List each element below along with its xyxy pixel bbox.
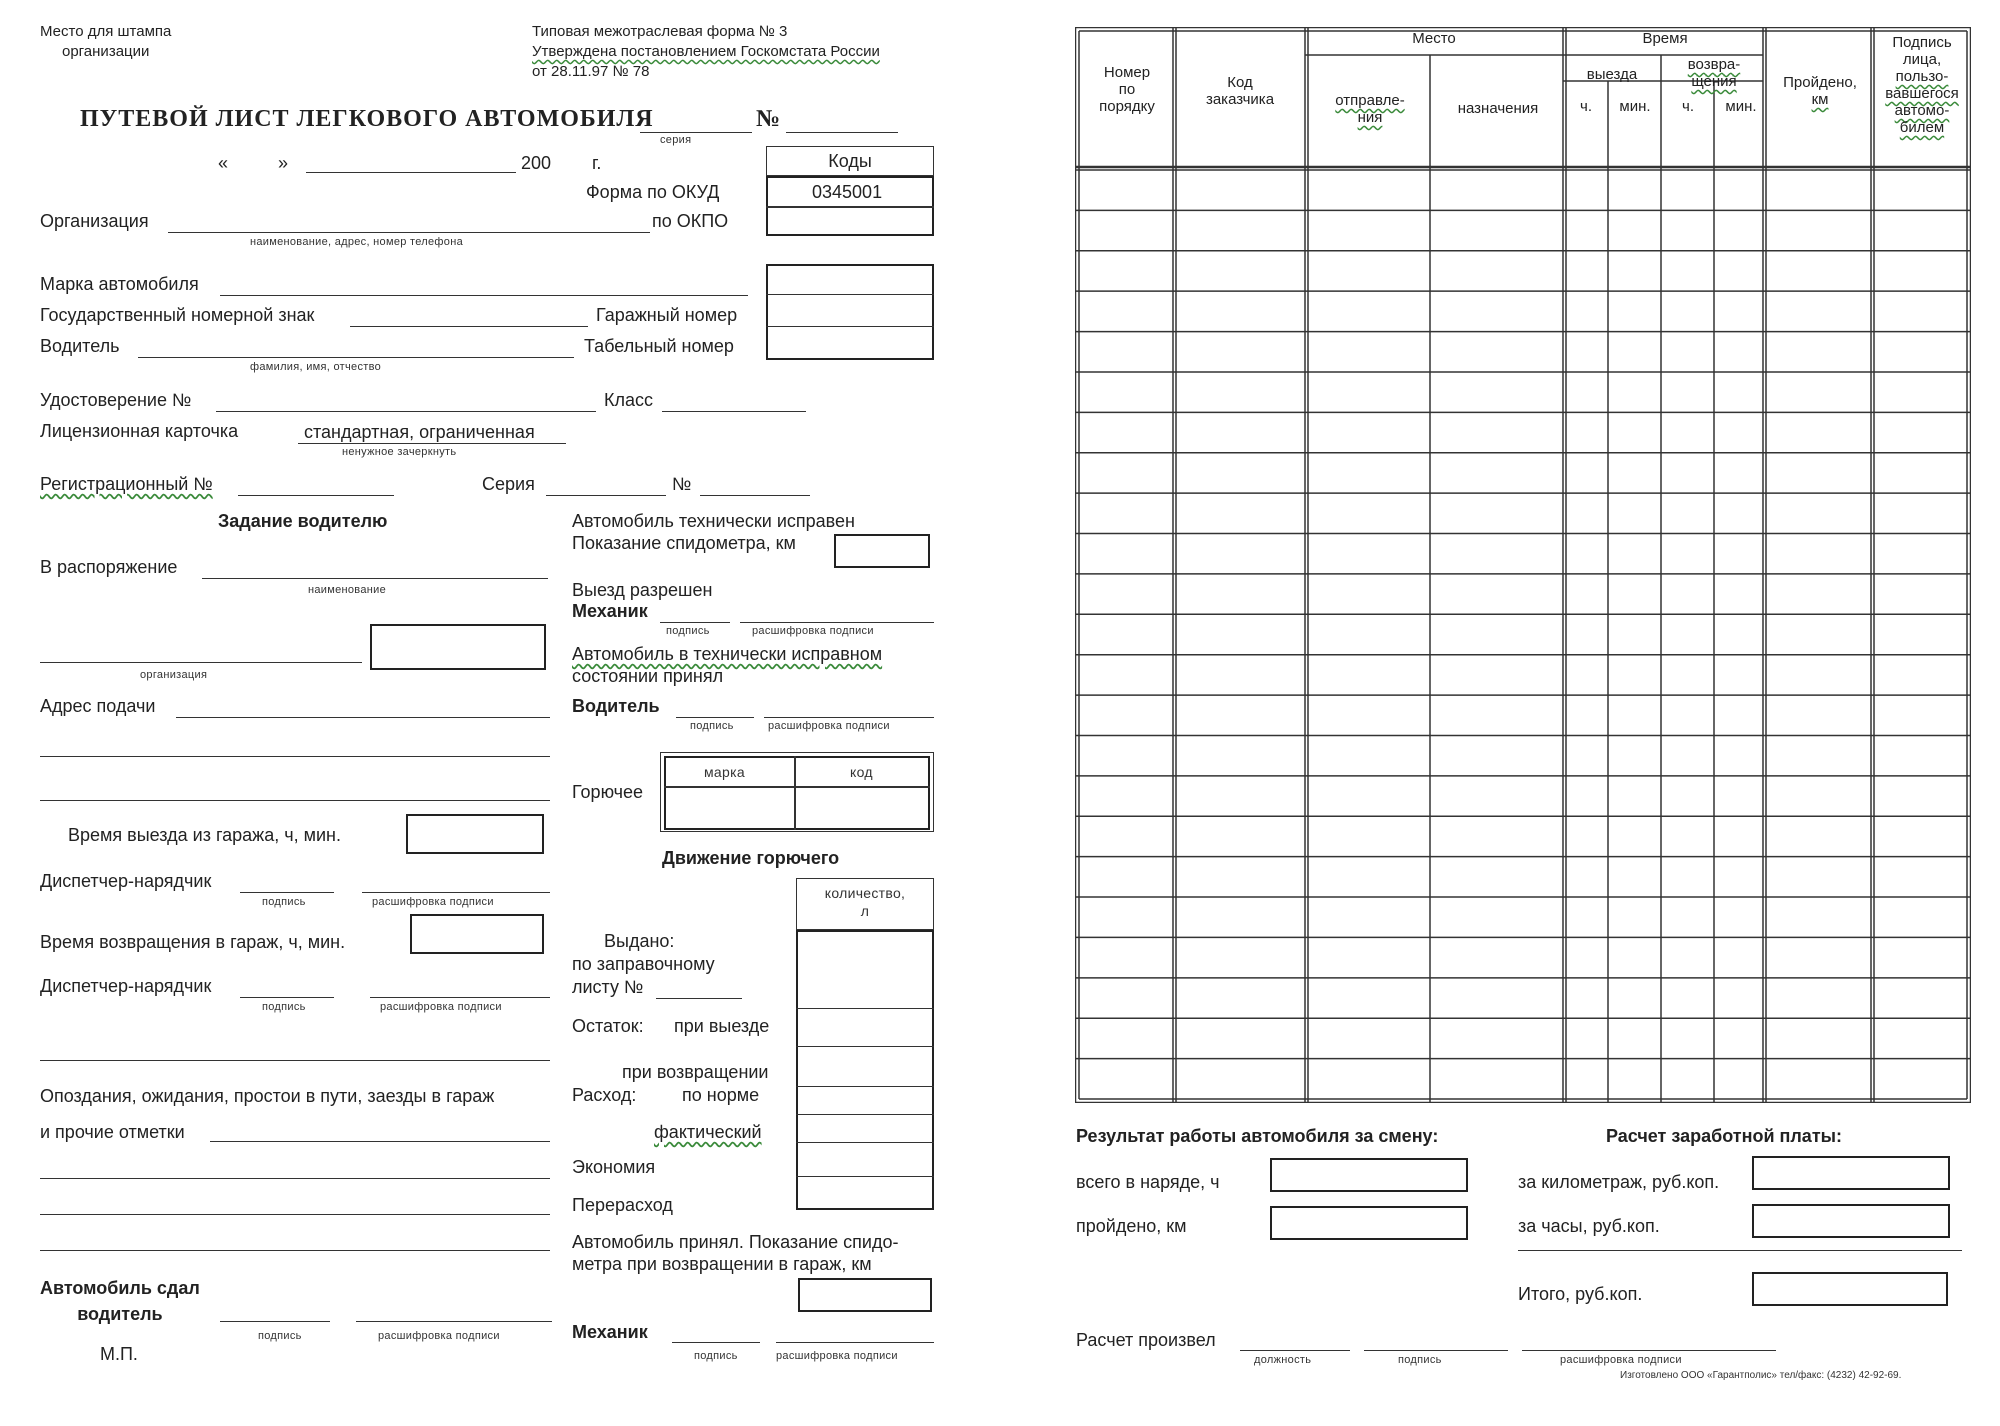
per-km-box[interactable] <box>1752 1156 1950 1190</box>
driver-decode-caption: расшифровка подписи <box>768 720 890 732</box>
mechanic-label-1: Механик <box>572 601 648 621</box>
dispatcher-label-1: Диспетчер-нарядчик <box>40 871 212 891</box>
delays-label-2: и прочие отметки <box>40 1122 185 1142</box>
dispatcher-sign-caption-2: подпись <box>262 1001 306 1013</box>
issued-label <box>572 930 715 999</box>
col-number-header <box>1080 64 1174 115</box>
accepted-line2: состоянии принял <box>572 666 724 686</box>
sig-h6: билем <box>1899 119 1945 136</box>
quantity-column <box>796 930 934 1210</box>
actual-label: фактический <box>654 1122 762 1142</box>
registration-line[interactable] <box>238 495 394 496</box>
sig-h5: автомо- <box>1894 102 1950 119</box>
quantity-text: количество, <box>824 885 906 901</box>
at-exit-label: при выезде <box>674 1016 770 1036</box>
organization-caption: наименование, адрес, номер телефона <box>250 236 463 248</box>
dispatcher-decode-caption-1: расшифровка подписи <box>372 896 494 908</box>
issued-line3: листу № <box>572 977 644 997</box>
form-line2: Утверждена постановлением Госкомстата России <box>532 43 880 60</box>
col-number-h3: порядку <box>1099 98 1155 115</box>
return-h1: возвра- <box>1687 56 1741 73</box>
exit-allowed-label: Выезд разрешен <box>572 580 713 600</box>
exit-hours-header: ч. <box>1580 98 1592 115</box>
date-month-line[interactable] <box>306 172 516 173</box>
return-minutes-header: мин. <box>1725 98 1757 115</box>
fuel-label: Горючее <box>572 782 644 802</box>
total-box[interactable] <box>1752 1272 1948 1306</box>
destination-header: назначения <box>1457 100 1539 117</box>
address-line-3[interactable] <box>40 800 550 801</box>
route-table <box>1075 27 1971 1103</box>
distance-label: пройдено, км <box>1076 1216 1187 1236</box>
return-odometer-box[interactable] <box>798 1278 932 1312</box>
issued-line2: по заправочному <box>572 954 715 974</box>
fuel-movement-title: Движение горючего <box>662 848 840 868</box>
odometer-box[interactable] <box>834 534 930 568</box>
quantity-caption <box>796 884 934 920</box>
organization-line-2[interactable] <box>40 662 362 663</box>
plate-line[interactable] <box>350 326 588 327</box>
plate-label: Государственный номерной знак <box>40 305 315 325</box>
accepted-label <box>572 643 882 687</box>
total-label: Итого, руб.коп. <box>1518 1284 1643 1304</box>
delays-label-1: Опоздания, ожидания, простои в пути, заезды в гараж <box>40 1086 495 1106</box>
organization-code-box[interactable] <box>370 624 546 670</box>
mechanic-label-2: Механик <box>572 1322 648 1342</box>
reg-number-line[interactable] <box>700 495 810 496</box>
okpo-label: по ОКПО <box>652 211 729 231</box>
col-number-h2: по <box>1118 81 1136 98</box>
form-line3: от 28.11.97 № 78 <box>532 63 650 80</box>
class-label: Класс <box>604 390 653 410</box>
salary-title: Расчет заработной платы: <box>1606 1126 1843 1146</box>
col-customer-header <box>1178 74 1302 108</box>
delays-line-2[interactable] <box>40 1178 550 1179</box>
form-line1: Типовая межотраслевая форма № 3 <box>532 23 788 40</box>
distance-h1: Пройдено, <box>1783 74 1857 91</box>
handed-over-label <box>40 1275 200 1327</box>
okud-value: 0345001 <box>812 182 883 202</box>
series-caption: серия <box>660 134 692 146</box>
mechanic-decode-caption-1: расшифровка подписи <box>752 625 874 637</box>
quantity-unit: л <box>860 903 870 919</box>
fuel-code-caption: код <box>850 764 873 780</box>
license-line[interactable] <box>216 411 596 412</box>
fuel-sheet-number-line[interactable] <box>656 998 742 999</box>
tab-number-label: Табельный номер <box>584 336 734 356</box>
mechanic-sign-caption-2: подпись <box>694 1350 738 1362</box>
time-header: Время <box>1642 30 1688 47</box>
return-h2: щения <box>1691 73 1737 90</box>
seal-label: М.П. <box>100 1344 138 1364</box>
depart-time-box[interactable] <box>406 814 544 854</box>
fuel-brand-caption: марка <box>704 764 745 780</box>
number-line[interactable] <box>786 132 898 133</box>
handed-line1: Автомобиль сдал <box>40 1278 200 1298</box>
address-line-2[interactable] <box>40 756 550 757</box>
return-time-label: Время возвращения в гараж, ч, мин. <box>40 932 346 952</box>
delays-line-1[interactable] <box>210 1141 550 1142</box>
handed-decode-caption: расшифровка подписи <box>378 1330 500 1342</box>
return-line2: метра при возвращении в гараж, км <box>572 1254 872 1274</box>
series-input-line[interactable] <box>546 495 666 496</box>
class-line[interactable] <box>662 411 806 412</box>
car-brand-line[interactable] <box>220 295 748 296</box>
stamp-placeholder <box>40 22 171 62</box>
signature-header <box>1874 34 1970 136</box>
col-customer-h1: Код <box>1227 74 1253 91</box>
date-open-quote: « <box>218 153 229 173</box>
place-header: Место <box>1412 30 1456 47</box>
stamp-line1: Место для штампа <box>40 23 172 40</box>
calc-by-label: Расчет произвел <box>1076 1330 1216 1350</box>
per-hours-box[interactable] <box>1752 1204 1950 1238</box>
results-title: Результат работы автомобиля за смену: <box>1076 1126 1439 1146</box>
depart-time-label: Время выезда из гаража, ч, мин. <box>68 825 341 845</box>
driver-sign-label: Водитель <box>572 696 660 716</box>
task-title: Задание водителю <box>218 511 388 531</box>
dispatcher-sign-caption-1: подпись <box>262 896 306 908</box>
driver-label: Водитель <box>40 336 120 356</box>
organization-sub-caption: организация <box>140 669 208 681</box>
return-odometer-label <box>572 1231 898 1275</box>
organization-label: Организация <box>40 211 149 231</box>
total-hours-label: всего в наряде, ч <box>1076 1172 1220 1192</box>
form-reference <box>532 22 880 82</box>
okud-label: Форма по ОКУД <box>586 182 720 202</box>
odometer-text: Показание спидометра, км <box>572 533 796 553</box>
overrun-label: Перерасход <box>572 1195 673 1215</box>
position-caption: должность <box>1254 1354 1312 1366</box>
remainder-label: Остаток: <box>572 1016 644 1036</box>
sig-h1: Подпись <box>1892 34 1952 51</box>
license-card-caption: ненужное зачеркнуть <box>342 446 457 458</box>
car-brand-label: Марка автомобиля <box>40 274 199 294</box>
distance-box[interactable] <box>1270 1206 1468 1240</box>
distance-h2: км <box>1811 91 1829 108</box>
series-line[interactable] <box>640 132 752 133</box>
driver-line[interactable] <box>138 357 574 358</box>
sig-h3: пользо- <box>1895 68 1949 85</box>
by-norm-label: по норме <box>682 1085 760 1105</box>
disposal-line[interactable] <box>202 578 548 579</box>
codes-header-cell <box>766 146 934 176</box>
license-card-label: Лицензионная карточка <box>40 421 239 441</box>
footer-imprint: Изготовлено ООО «Гарантполис» тел/факс: (4232) 42-92-69. <box>1620 1370 1902 1381</box>
calc-sign-caption: подпись <box>1398 1354 1442 1366</box>
tech-ok-label: Автомобиль технически исправен <box>572 511 855 531</box>
garage-number-label: Гаражный номер <box>596 305 738 325</box>
exit-minutes-header: мин. <box>1619 98 1651 115</box>
delays-line-4[interactable] <box>40 1250 550 1251</box>
page-title: ПУТЕВОЙ ЛИСТ ЛЕГКОВОГО АВТОМОБИЛЯ <box>80 106 654 132</box>
driver-caption: фамилия, имя, отчество <box>250 361 382 373</box>
col-number-h1: Номер <box>1103 64 1151 81</box>
disposal-label: В распоряжение <box>40 557 178 577</box>
consumption-label: Расход: <box>572 1085 637 1105</box>
blank-line[interactable] <box>40 1060 550 1061</box>
vehicle-codes-box <box>766 264 934 360</box>
return-header <box>1662 56 1766 90</box>
date-year-suffix: г. <box>592 153 602 173</box>
delays-line-3[interactable] <box>40 1214 550 1215</box>
per-hours-label: за часы, руб.коп. <box>1518 1216 1660 1236</box>
license-card-value: стандартная, ограниченная <box>304 422 535 442</box>
codes-header: Коды <box>828 151 872 171</box>
col-customer-h2: заказчика <box>1205 91 1275 108</box>
departure-h2: ния <box>1357 109 1383 126</box>
mechanic-decode-caption-2: расшифровка подписи <box>776 1350 898 1362</box>
date-close-quote: » <box>278 153 289 173</box>
dispatcher-decode-caption-2: расшифровка подписи <box>380 1001 502 1013</box>
sig-h4: вавшегося <box>1885 85 1959 102</box>
total-hours-box[interactable] <box>1270 1158 1468 1192</box>
departure-h1: отправле- <box>1335 92 1405 109</box>
address-label: Адрес подачи <box>40 696 156 716</box>
distance-header <box>1768 74 1872 108</box>
per-km-label: за километраж, руб.коп. <box>1518 1172 1720 1192</box>
accepted-line1: Автомобиль в технически исправном <box>572 644 883 664</box>
organization-line[interactable] <box>168 232 650 233</box>
reg-number-label: № <box>672 474 692 494</box>
license-label: Удостоверение № <box>40 390 192 410</box>
issued-line1: Выдано: <box>604 931 675 951</box>
return-line1: Автомобиль принял. Показание спидо- <box>572 1232 899 1252</box>
handed-sign-caption: подпись <box>258 1330 302 1342</box>
disposal-caption: наименование <box>308 584 386 596</box>
return-hours-header: ч. <box>1682 98 1694 115</box>
departure-header <box>1308 92 1432 126</box>
registration-label: Регистрационный № <box>40 474 213 494</box>
calc-decode-caption: расшифровка подписи <box>1560 1354 1682 1366</box>
address-line-1[interactable] <box>176 717 550 718</box>
date-year: 200 <box>521 153 552 173</box>
economy-label: Экономия <box>572 1157 656 1177</box>
odometer-label <box>572 533 796 554</box>
exit-header: выезда <box>1586 66 1638 83</box>
series-label: Серия <box>482 474 535 494</box>
driver-sign-caption: подпись <box>690 720 734 732</box>
stamp-line2: организации <box>61 43 150 60</box>
at-return-label: при возвращении <box>622 1062 769 1082</box>
handed-line2: водитель <box>77 1304 163 1324</box>
return-time-box[interactable] <box>410 914 544 954</box>
sig-h2: лица, <box>1902 51 1942 68</box>
dispatcher-label-2: Диспетчер-нарядчик <box>40 976 212 996</box>
number-sign: № <box>756 106 782 132</box>
mechanic-sign-caption-1: подпись <box>666 625 710 637</box>
